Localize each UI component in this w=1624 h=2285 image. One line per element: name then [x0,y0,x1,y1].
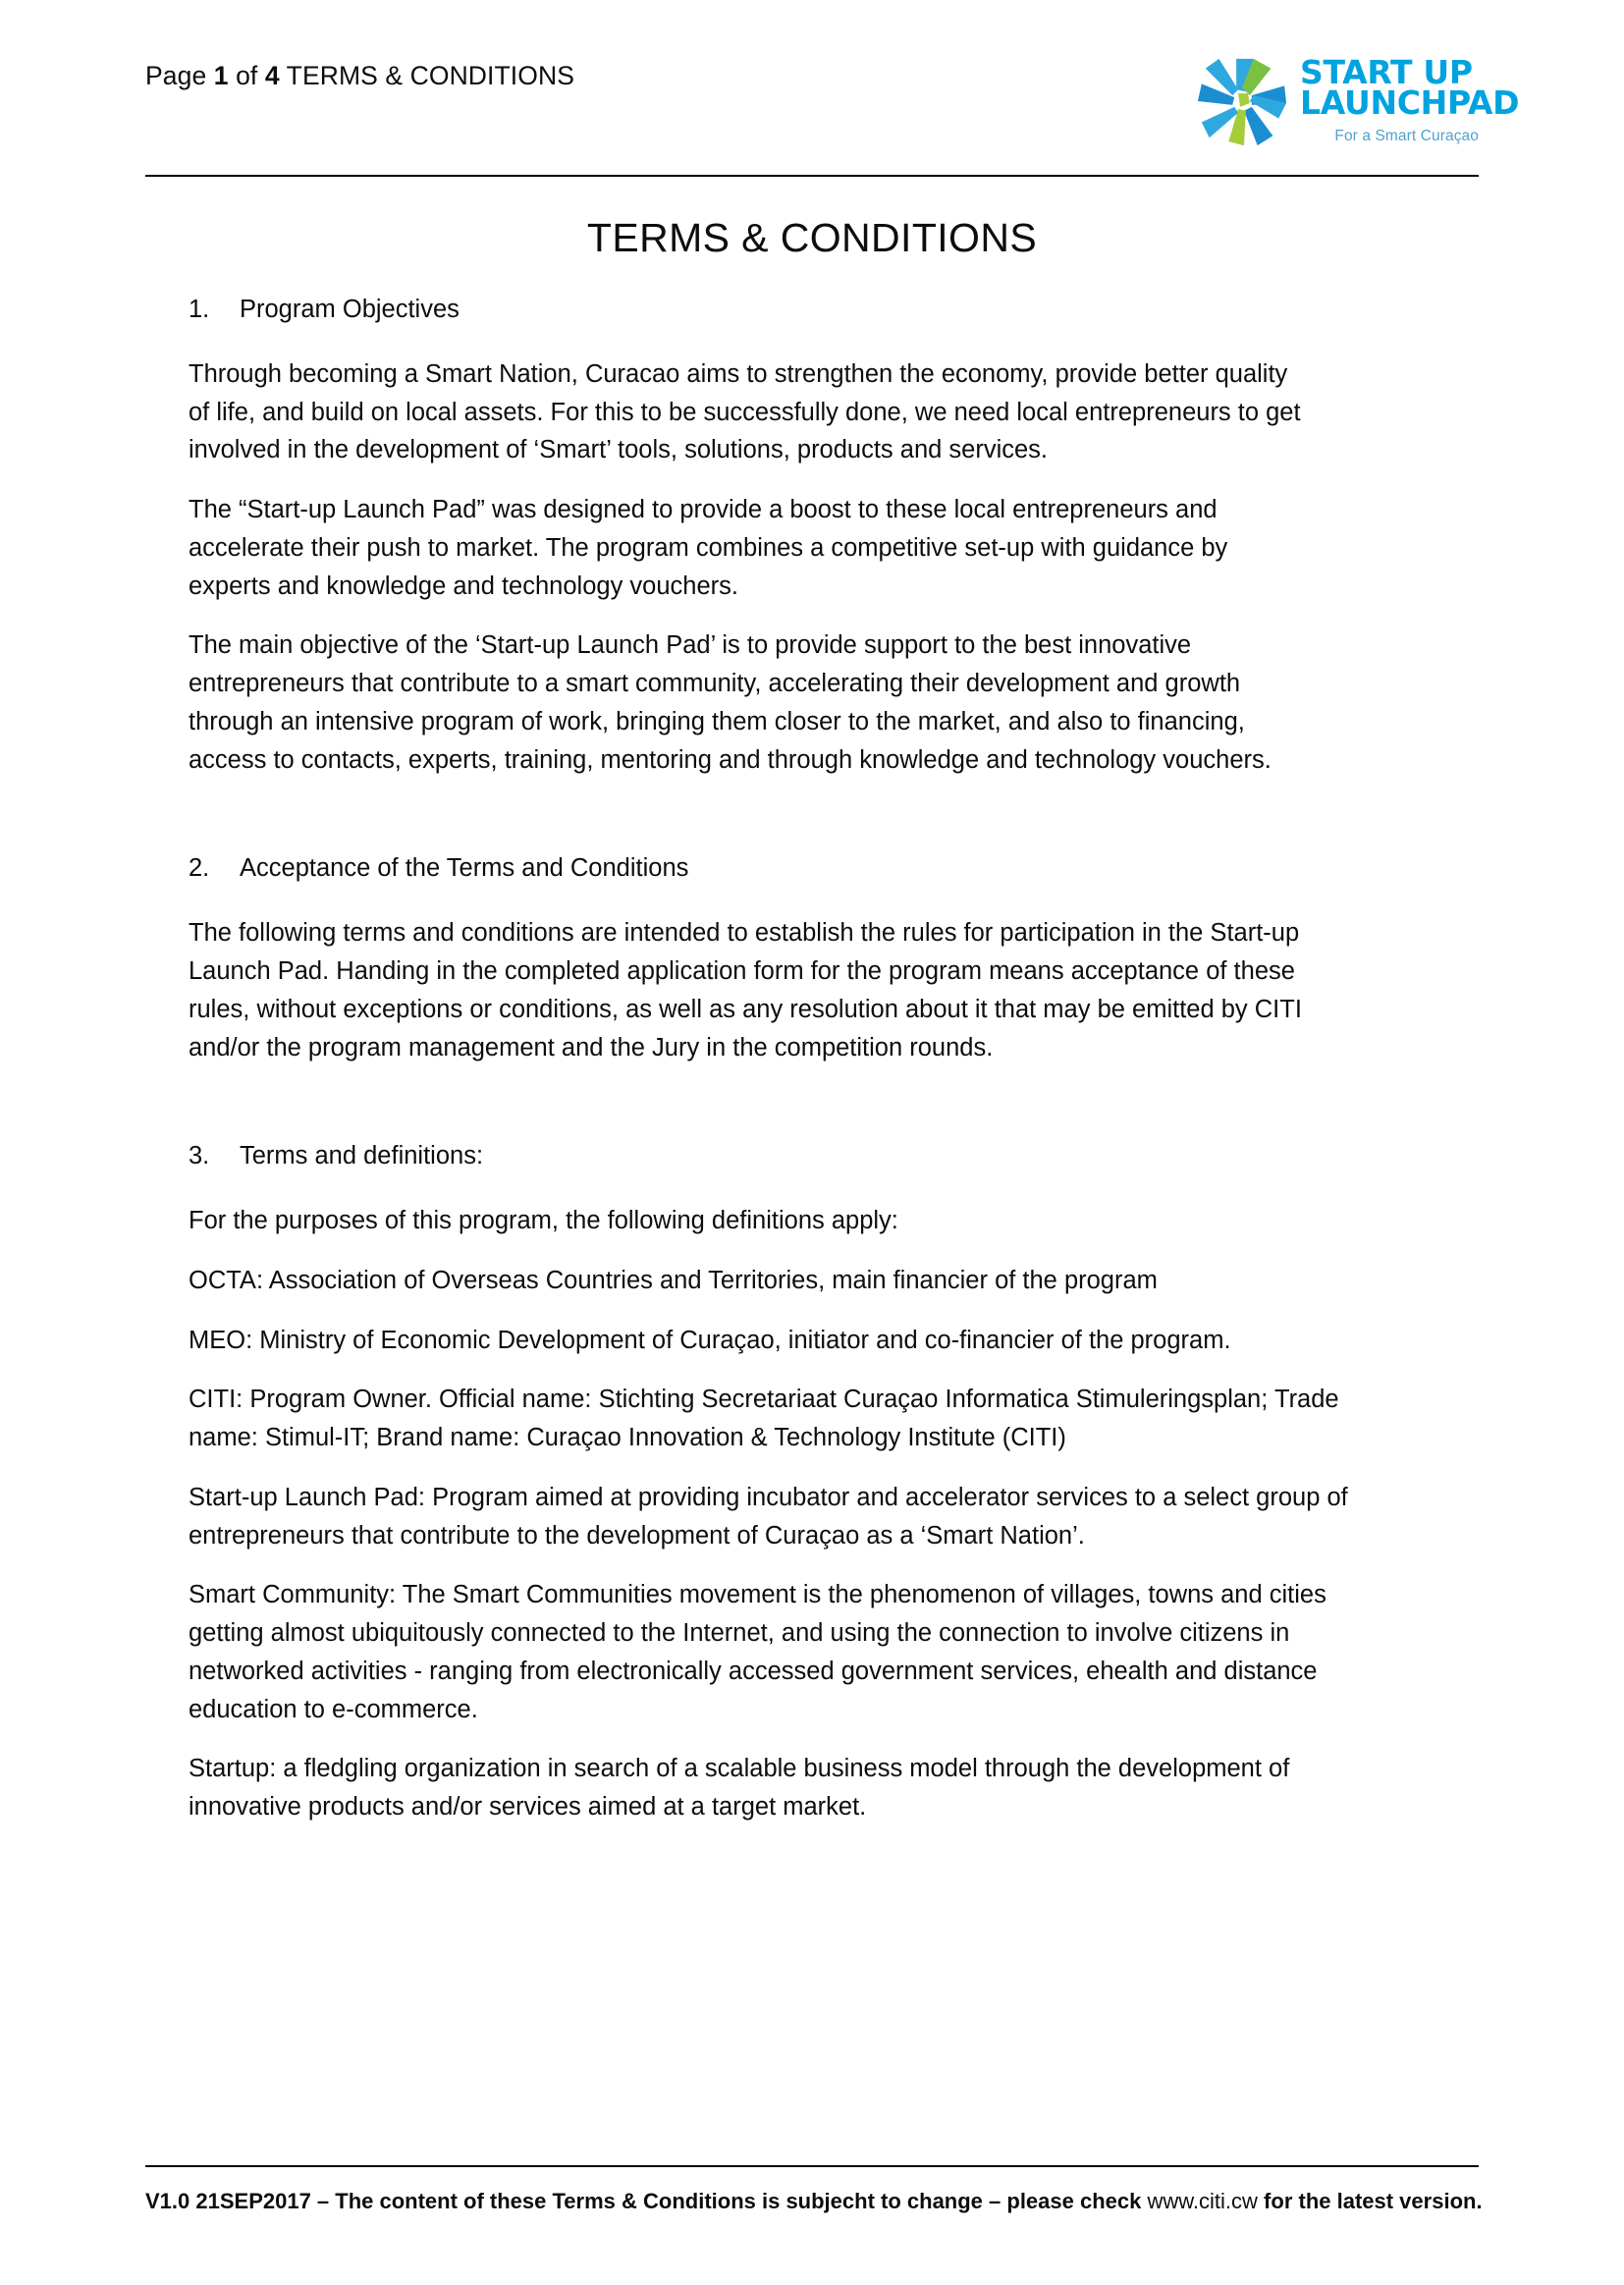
section-1-paragraph-3: The main objective of the ‘Start-up Launch Pad’ is to provide support to the best innovative entrepreneurs that contribute to a smart community, accelerating their development and growth through an intensive program of work, bringing them closer to the market, and also to financing, access to contacts, experts, training, mentoring and through knowledge and technology vouchers. [189,631,1272,774]
definition-smart-community: Smart Community: The Smart Communities movement is the phenomenon of villages, towns and cities getting almost ubiquitously connected to the Internet, and using the connection to involve citizens in networked activities - ranging from electronically accessed government services, ehealth and distance education to e-commerce. [189,1581,1326,1723]
section-1-paragraph-1: Through becoming a Smart Nation, Curacao aims to strengthen the economy, provide better quality of life, and build on local assets. For this to be successfully done, we need local entrepreneurs to get involved in the development of ‘Smart’ tools, solutions, products and services. [189,359,1301,464]
page-header [145,49,1520,177]
footer-text-before-url: V1.0 21SEP2017 – The content of these Terms & Conditions is subjecht to change – please check [145,2189,1148,2213]
footer-text-after-url: for the latest version. [1257,2189,1483,2213]
section-3-intro: For the purposes of this program, the following definitions apply: [189,1207,898,1235]
page-label-mid: of [228,61,265,90]
logo-wordmark [1300,53,1520,145]
definition-meo: MEO: Ministry of Economic Development of Curaçao, initiator and co-financier of the program. [189,1326,1231,1354]
definition-citi: CITI: Program Owner. Official name: Stichting Secretariaat Curaçao Informatica Stimuleringsplan; Trade name: Stimul-IT; Brand name: Curaçao Innovation & Technology Institute (CITI) [189,1386,1339,1452]
page-title: TERMS & CONDITIONS [586,215,1038,260]
section-2-paragraph-1: The following terms and conditions are intended to establish the rules for participation in the Start-up Launch Pad. Handing in the completed application form for the program means acceptance of these rules, without exceptions or conditions, as well as any resolution about it that may be emitted by CITI and/or the program management and the Jury in the competition rounds. [189,919,1302,1061]
section-heading-1 [189,295,1434,326]
header-divider [145,175,1479,177]
section-heading-2 [189,853,1434,885]
page-indicator [145,61,574,91]
page-total: 4 [264,61,280,90]
section-title-1: Program Objectives [240,296,460,323]
definition-startup-launch-pad: Start-up Launch Pad: Program aimed at providing incubator and accelerator services to a select group of entrepreneurs that contribute to the development of Curaçao as a ‘Smart Nation’. [189,1483,1348,1550]
page-label-suffix: TERMS & CONDITIONS [279,61,574,90]
section-title-3: Terms and definitions: [240,1142,484,1170]
section-heading-3 [189,1141,1434,1172]
logo-line-launchpad: LAUNCHPAD [1300,83,1520,123]
section-number-2: 2. [189,854,210,883]
section-number-1: 1. [189,296,210,323]
footer-divider [145,2165,1479,2167]
startup-launchpad-logo [1194,49,1520,155]
definition-startup: Startup: a fledgling organization in search of a scalable business model through the development of innovative products and/or services aimed at a target market. [189,1755,1290,1822]
section-title-2: Acceptance of the Terms and Conditions [240,854,689,883]
logo-line-start-up: START UP [1300,53,1473,91]
section-number-3: 3. [189,1142,210,1170]
pinwheel-starburst-icon [1194,53,1290,149]
page-label-prefix: Page [145,61,214,90]
section-1-paragraph-2: The “Start-up Launch Pad” was designed to provide a boost to these local entrepreneurs and accelerate their push to market. The program combines a competitive set-up with guidance by experts and knowledge and technology vouchers. [189,496,1228,600]
definition-octa: OCTA: Association of Overseas Countries and Territories, main financier of the program [189,1266,1158,1294]
document-body [189,295,1434,1826]
page-footer [145,2189,1483,2214]
footer-url[interactable]: www.citi.cw [1147,2189,1258,2213]
page-number: 1 [213,61,229,90]
logo-tagline: For a Smart Curaçao [1334,127,1479,144]
